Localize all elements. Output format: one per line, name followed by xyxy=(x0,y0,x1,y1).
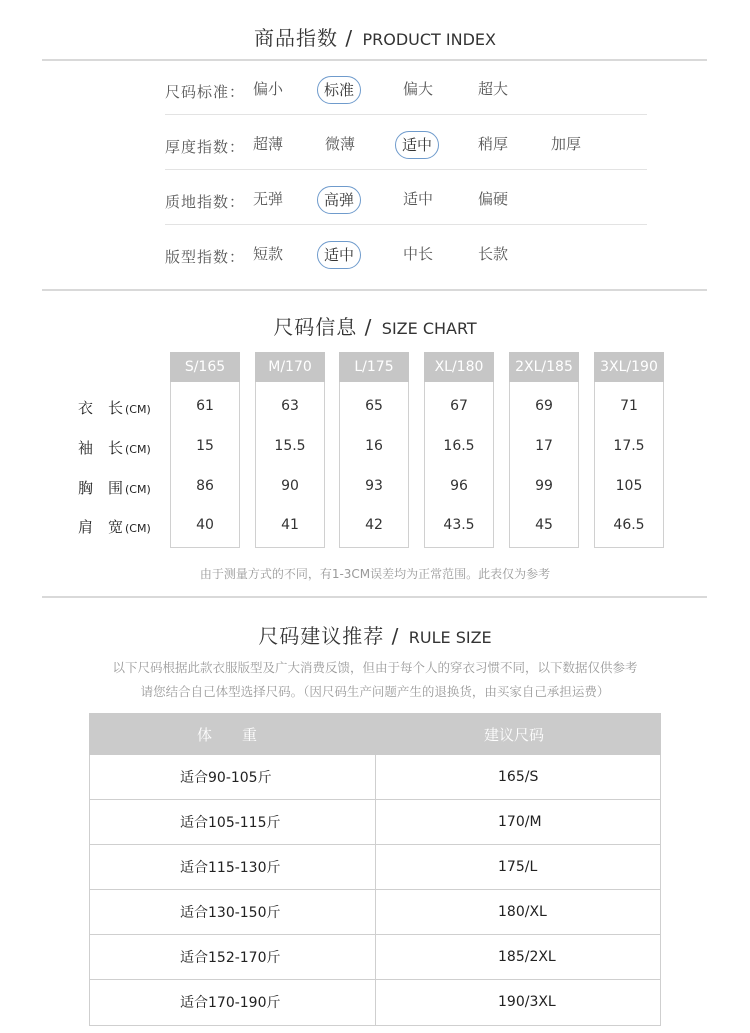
index-option: 偏小 xyxy=(253,80,284,98)
size-cell: 86 xyxy=(196,478,214,494)
size-cell: 16 xyxy=(365,438,383,454)
index-row xyxy=(165,186,647,216)
size-cell: 96 xyxy=(450,478,468,494)
index-option-selected: 高弹 xyxy=(317,186,361,214)
product-index-title-cn: 商品指数 / xyxy=(254,26,354,50)
weight-text: 适合105-115斤 xyxy=(180,815,281,831)
size-row-unit: (CM) xyxy=(125,483,151,496)
index-option: 偏硬 xyxy=(478,190,509,208)
size-cell: 15 xyxy=(196,438,214,454)
index-row-label: 质地指数： xyxy=(165,193,246,211)
size-row-label xyxy=(78,397,151,418)
index-option: 短款 xyxy=(253,245,284,263)
size-column xyxy=(594,352,664,548)
rule-size-title xyxy=(0,620,750,649)
rule-table xyxy=(89,755,661,1026)
index-option: 中长 xyxy=(403,245,434,263)
weight-cell xyxy=(90,980,376,1025)
weight-cell xyxy=(90,935,376,979)
size-cell: 46.5 xyxy=(613,517,645,533)
index-option: 无弹 xyxy=(253,190,284,208)
size-cell: 17 xyxy=(535,438,553,454)
recommended-size-text: 190/3XL xyxy=(498,994,556,1010)
size-column xyxy=(170,352,240,548)
size-cell: 99 xyxy=(535,478,553,494)
weight-cell xyxy=(90,755,376,799)
size-row-unit: (CM) xyxy=(125,403,151,416)
size-column xyxy=(424,352,494,548)
index-option: 偏大 xyxy=(403,80,434,98)
index-row xyxy=(165,241,647,271)
index-option: 微薄 xyxy=(325,135,356,153)
divider xyxy=(42,289,707,291)
index-option: 适中 xyxy=(403,190,434,208)
size-chart-title xyxy=(0,311,750,340)
size-row-label-text: 衣 长 xyxy=(78,399,124,417)
table-row xyxy=(90,935,660,980)
size-cell: 67 xyxy=(450,398,468,414)
size-cell: 71 xyxy=(620,398,638,414)
size-cell: 41 xyxy=(281,517,299,533)
product-index-title-en: PRODUCT INDEX xyxy=(362,30,496,49)
size-cell: 65 xyxy=(365,398,383,414)
row-divider xyxy=(165,114,647,115)
size-cell: 90 xyxy=(281,478,299,494)
size-column xyxy=(339,352,409,548)
size-cell: 93 xyxy=(365,478,383,494)
size-cell: 17.5 xyxy=(613,438,645,454)
divider xyxy=(42,596,707,598)
size-column-header: M/170 xyxy=(255,352,325,382)
weight-text: 适合152-170斤 xyxy=(180,950,281,966)
weight-cell xyxy=(90,890,376,934)
size-row-unit: (CM) xyxy=(125,443,151,456)
recommended-size-text: 165/S xyxy=(498,769,539,785)
size-column xyxy=(509,352,579,548)
size-row-label-text: 肩 宽 xyxy=(78,518,124,536)
table-row xyxy=(90,890,660,935)
rule-size-desc-line2: 请您结合自己体型选择尺码。（因尺码生产问题产生的退换货，由买家自己承担运费） xyxy=(140,684,610,699)
index-row-label: 厚度指数： xyxy=(165,138,246,156)
size-chart-title-en: SIZE CHART xyxy=(381,319,477,338)
weight-text: 适合90-105斤 xyxy=(180,770,272,786)
size-cell: 43.5 xyxy=(443,517,475,533)
table-row xyxy=(90,800,660,845)
row-divider xyxy=(165,224,647,225)
index-option: 长款 xyxy=(478,245,509,263)
weight-text: 适合130-150斤 xyxy=(180,905,281,921)
index-row-label: 版型指数： xyxy=(165,248,246,266)
index-option: 加厚 xyxy=(551,135,582,153)
rule-header-size: 建议尺码 xyxy=(484,726,545,744)
size-row-label-text: 袖 长 xyxy=(78,439,124,457)
recommended-size-text: 175/L xyxy=(498,859,538,875)
size-cell: 105 xyxy=(615,478,643,494)
row-divider xyxy=(165,169,647,170)
size-chart-title-cn: 尺码信息 / xyxy=(273,315,373,339)
recommended-size-text: 170/M xyxy=(498,814,542,830)
size-cell: 16.5 xyxy=(443,438,475,454)
weight-text: 适合115-130斤 xyxy=(180,860,281,876)
recommended-size-text: 180/XL xyxy=(498,904,547,920)
rule-header-weight: 体 重 xyxy=(197,726,258,744)
size-column xyxy=(255,352,325,548)
size-cell: 63 xyxy=(281,398,299,414)
size-column-header: S/165 xyxy=(170,352,240,382)
index-row xyxy=(165,131,647,161)
rule-size-desc-line1: 以下尺码根据此款衣服版型及广大消费反馈，但由于每个人的穿衣习惯不同，以下数据仅供参考 xyxy=(112,660,638,675)
size-column-header: 3XL/190 xyxy=(594,352,664,382)
size-cell: 61 xyxy=(196,398,214,414)
index-option-selected: 适中 xyxy=(395,131,439,159)
size-row-label xyxy=(78,437,151,458)
table-row xyxy=(90,845,660,890)
index-option-selected: 适中 xyxy=(317,241,361,269)
size-cell: 69 xyxy=(535,398,553,414)
weight-text: 适合170-190斤 xyxy=(180,995,281,1011)
rule-table-header xyxy=(89,713,661,755)
rule-size-title-cn: 尺码建议推荐 / xyxy=(258,624,400,648)
size-cell: 45 xyxy=(535,517,553,533)
table-row xyxy=(90,980,660,1025)
size-cell: 15.5 xyxy=(274,438,306,454)
weight-cell xyxy=(90,800,376,844)
index-row-label: 尺码标准： xyxy=(165,83,246,101)
table-row xyxy=(90,755,660,800)
index-row xyxy=(165,76,647,106)
weight-cell xyxy=(90,845,376,889)
size-column-header: 2XL/185 xyxy=(509,352,579,382)
size-cell: 40 xyxy=(196,517,214,533)
size-row-label xyxy=(78,516,151,537)
size-row-label xyxy=(78,477,151,498)
recommended-size-text: 185/2XL xyxy=(498,949,556,965)
size-cell: 42 xyxy=(365,517,383,533)
size-row-label-text: 胸 围 xyxy=(78,479,124,497)
divider xyxy=(42,59,707,61)
index-option: 超薄 xyxy=(253,135,284,153)
index-option-selected: 标准 xyxy=(317,76,361,104)
index-option: 稍厚 xyxy=(478,135,509,153)
index-option: 超大 xyxy=(478,80,509,98)
size-row-unit: (CM) xyxy=(125,522,151,535)
rule-size-title-en: RULE SIZE xyxy=(408,628,492,647)
size-column-header: XL/180 xyxy=(424,352,494,382)
product-index-title xyxy=(0,22,750,51)
size-chart-note: 由于测量方式的不同，有1-3CM误差均为正常范围。此表仅为参考 xyxy=(199,567,551,581)
size-column-header: L/175 xyxy=(339,352,409,382)
